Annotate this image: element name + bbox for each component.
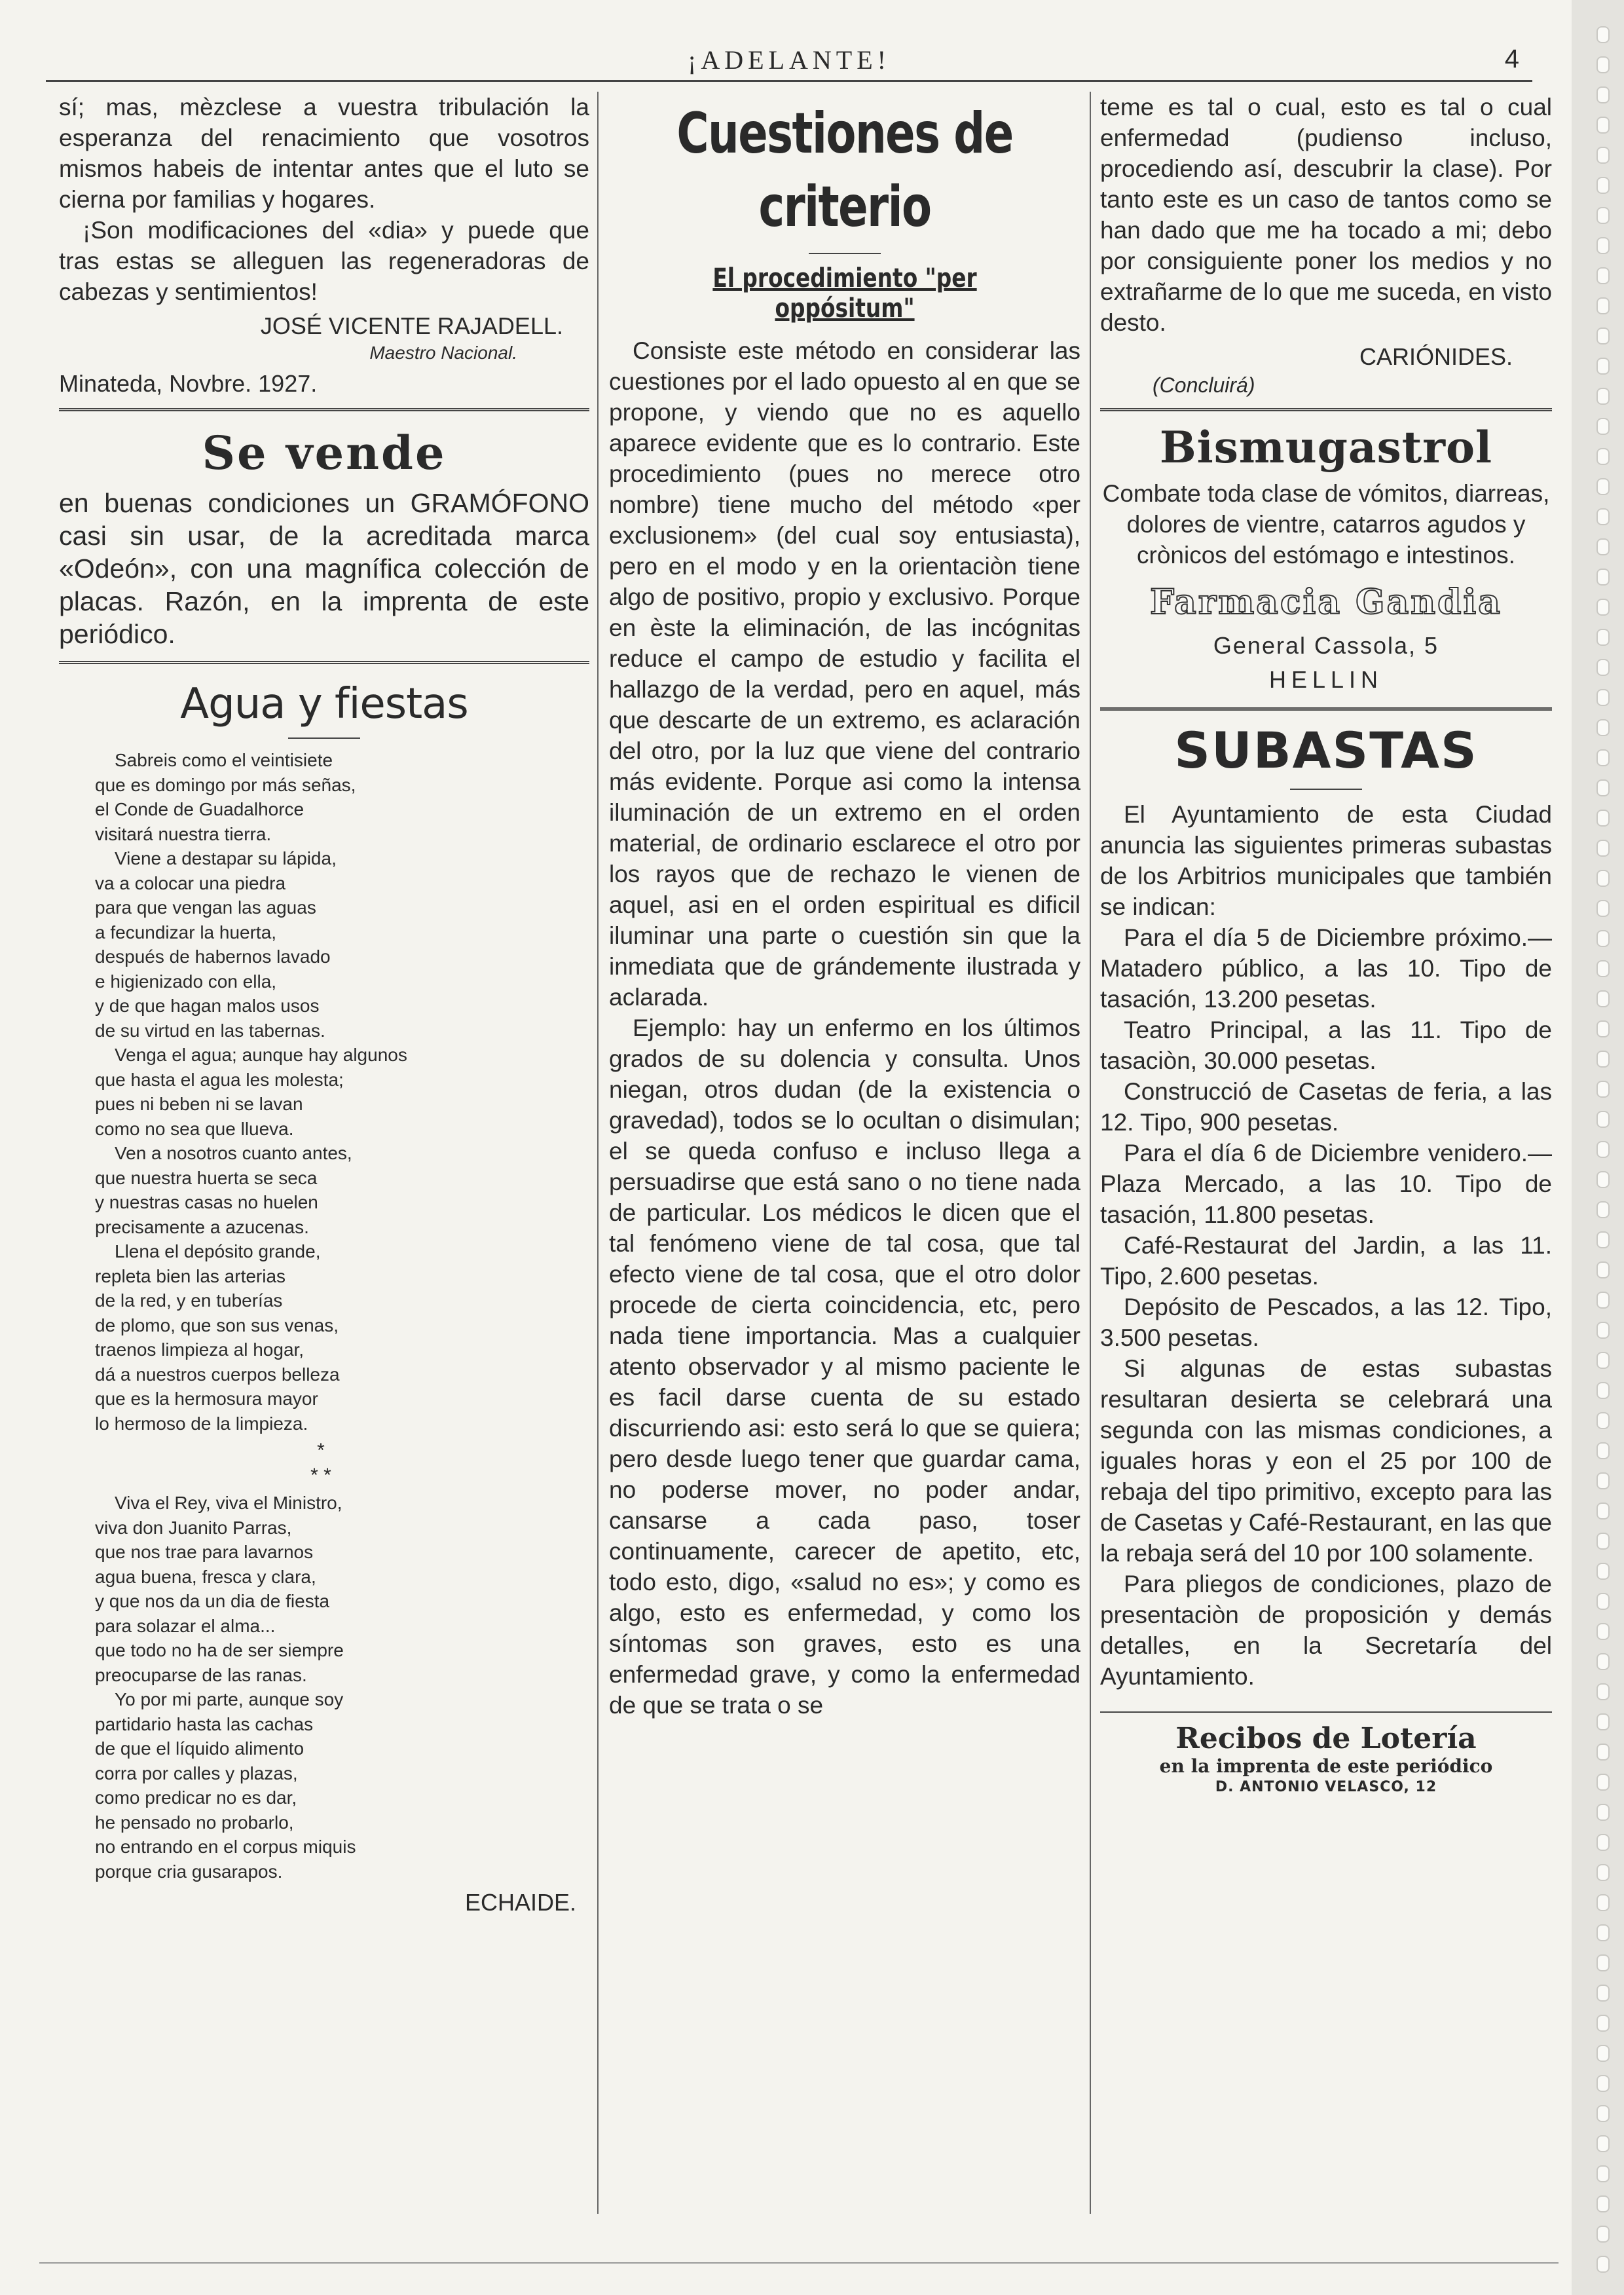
binding-hole [1596,779,1610,796]
binding-hole [1596,207,1610,224]
poem-line: viva don Juanito Parras, [95,1517,292,1538]
binding-hole [1596,1533,1610,1550]
poem-line: que hasta el agua les molesta; [95,1069,344,1090]
binding-hole [1596,1744,1610,1761]
binding-hole [1596,1713,1610,1730]
binding-hole [1596,237,1610,254]
binding-hole [1596,900,1610,917]
article-paragraph: teme es tal o cual, esto es tal o cual enfermedad (pudienso incluso, procediendo así, descubrir la clase). Por tanto este es un caso de tantos como se han dado que me ha tocado a mi; debo por consiguiente poner los medios y no extrañarme de lo que me suceda, en visto desto. [1100,94,1552,336]
binding-hole [1596,267,1610,284]
poem-line: que es la hermosura mayor [95,1389,318,1409]
poem-line: pues ni beben ni se lavan [95,1094,303,1114]
binding-hole [1596,388,1610,405]
binding-hole [1596,1141,1610,1158]
lottery-address: D. ANTONIO VELASCO, 12 [1215,1779,1437,1795]
auction-paragraph: Depósito de Pescados, a las 12. Tipo, 3.500 pesetas. [1100,1294,1552,1351]
auctions-heading: SUBASTAS [1174,721,1478,779]
article-heading: Cuestiones de criterio [676,101,1013,240]
binding-hole [1596,56,1610,73]
binding-hole [1596,1593,1610,1610]
poem-separator-stars: * * * [310,1440,331,1486]
binding-hole [1596,147,1610,164]
page-number: 4 [1504,45,1519,73]
poem-line: que nos trae para lavarnos [95,1542,314,1562]
binding-hole [1596,448,1610,465]
auction-paragraph: Para pliegos de condiciones, plazo de presentaciòn de proposición y demás detalles, en la Secretaría del Ayuntamiento. [1100,1571,1552,1690]
binding-hole [1596,2135,1610,2152]
poem-signature: ECHAIDE. [464,1889,576,1916]
auction-paragraph: Café-Restaurat del Jardin, a las 11. Tipo, 2.600 pesetas. [1100,1232,1552,1290]
article-subheading: El procedimiento "per oppósitum" [712,263,977,324]
binding-hole [1596,870,1610,887]
binding-hole [1596,418,1610,435]
binding-hole [1596,1563,1610,1580]
binding-hole [1596,659,1610,676]
article-paragraph: Consiste este método en considerar las cuestiones por el lado opuesto al en que se propone, y viendo que no es aquello aparece evidente que es lo contrario. Este procedimiento (pues no merece otro nombre) tiene mucho del método «per exclusionem» (del cual soy entusiasta), pero en el modo y en la orientaciòn tiene algo de positivo, propio y exclusivo. Porque en èste la eliminación, de las incógnitas reduce el campo de estudio y facilita el hallazgo de la verdad, pero en aquel, más que descarte de un extremo, es aclaración del otro, por la luz que viene del contrario más evidente. Porque asi como la intensa iluminación de un extremo en el orden material, de ordinario esclarece el otro por los rayos que de rechazo le vienen de aquel, asi en el orden espiritual es dificil iluminar una parte o cuestión sin que la inmediata que de grándemente ilustrada y aclarada. [609,337,1080,1011]
section-rule [1100,1711,1552,1713]
poem-line: agua buena, fresca y clara, [95,1566,316,1587]
binding-hole [1596,1051,1610,1068]
auction-paragraph: Para el día 5 de Diciembre próximo.—Matadero público, a las 10. Tipo de tasación, 13.200 pesetas. [1100,924,1552,1013]
binding-hole [1596,26,1610,43]
binding-hole [1596,1985,1610,2002]
binding-hole [1596,930,1610,947]
binding-hole [1596,2226,1610,2243]
poem-stanza [95,748,547,846]
binding-hole [1596,117,1610,134]
poem-line: que nuestra huerta se seca [95,1167,318,1188]
article-ending [59,92,589,307]
place-date: Minateda, Novbre. 1927. [59,370,318,397]
binding-hole [1596,538,1610,555]
binding-hole [1596,297,1610,314]
for-sale-heading: Se vende [202,426,447,480]
column-divider-1 [597,92,599,2214]
auction-paragraph: Teatro Principal, a las 11. Tipo de tasaciòn, 30.000 pesetas. [1100,1017,1552,1074]
auctions-body [1100,799,1552,1692]
poem-stanza [95,1239,547,1436]
poem-line: de la red, y en tuberías [95,1290,283,1311]
binding-hole [1596,749,1610,766]
article-signature: CARIÓNIDES. [1359,343,1513,370]
poem-line: repleta bien las arterias [95,1265,286,1286]
pharmacy-city: HELLIN [1268,666,1384,693]
for-sale-text: en buenas condiciones un GRAMÓFONO casi sin usar, de la acreditada marca «Odeón», con una magnífica colección de placas. Razón, en la imprenta de este periódico. [59,488,589,649]
concluira-note: (Concluirá) [1153,373,1255,397]
binding-hole [1596,689,1610,706]
pharmacy-street: General Cassola, 5 [1213,632,1439,659]
poem-line: que todo no ha de ser siempre [95,1640,344,1660]
poem-line: como no sea que llueva. [95,1118,294,1139]
auction-paragraph: El Ayuntamiento de esta Ciudad anuncia las siguientes primeras subastas de los Arbitrios municipales que también se indican: [1100,801,1552,920]
section-rule [59,408,589,411]
section-rule [59,661,589,664]
binding-hole [1596,1442,1610,1459]
binding-hole [1596,1352,1610,1369]
poem-line: Llena el depósito grande, [115,1241,321,1261]
poem-line: para solazar el alma... [95,1615,276,1636]
binding-hole [1596,719,1610,736]
binding-hole [1596,2195,1610,2212]
binding-hole [1596,1382,1610,1399]
section-rule [1100,707,1552,711]
poem-line: porque cria gusarapos. [95,1861,283,1882]
binding-hole [1596,327,1610,345]
poem-line: Viene a destapar su lápida, [115,848,337,868]
binding-hole [1596,1653,1610,1670]
binding-hole [1596,1864,1610,1881]
page-header [46,41,1532,80]
binding-hole [1596,1412,1610,1429]
column-2 [609,92,1080,1721]
poem-line: de su virtud en las tabernas. [95,1020,325,1041]
page-bottom-edge [39,2262,1559,2277]
binding-hole [1596,1261,1610,1278]
binding-hole [1596,1322,1610,1339]
bismugastrol-text: Combate toda clase de vómitos, diarreas, dolores de vientre, catarros agudos y crònicos del estómago e intestinos. [1102,480,1550,569]
bismugastrol-heading: Bismugastrol [1159,422,1493,473]
binding-hole [1596,960,1610,977]
binding-hole [1596,177,1610,194]
binding-hole [1596,1623,1610,1640]
article-paragraph: ¡Son modificaciones del «dia» y puede que tras estas se alleguen las regeneradoras de cabezas y sentimientos! [59,217,589,305]
auction-paragraph: Para el día 6 de Diciembre venidero.—Plaza Mercado, a las 10. Tipo de tasación, 11.800 pesetas. [1100,1140,1552,1228]
binding-hole [1596,810,1610,827]
poem [59,748,547,1884]
binding-hole [1596,1020,1610,1037]
poem-line: Venga el agua; aunque hay algunos [115,1045,407,1065]
article-signature: JOSÉ VICENTE RAJADELL. [260,312,563,339]
poem-line: Viva el Rey, viva el Ministro, [115,1493,342,1513]
poem-line: e higienizado con ella, [95,971,277,992]
newspaper-title: ¡ADELANTE! [688,45,891,75]
column-1 [59,92,589,1916]
poem-line: y que nos da un dia de fiesta [95,1591,330,1611]
poem-line: Sabreis como el veintisiete [115,750,333,770]
article-continuation [1100,92,1552,338]
binding-hole [1596,358,1610,375]
poem-line: que es domingo por más señas, [95,774,356,795]
binding-hole [1596,1804,1610,1821]
binding-hole [1596,2105,1610,2122]
binding-hole [1596,629,1610,646]
poem-stanza [95,1141,547,1239]
binding-hole [1596,2075,1610,2092]
column-divider-2 [1090,92,1091,2214]
for-sale-ad [59,487,589,650]
pharmacy-name: Farmacia Gandia [1150,582,1502,622]
poem-stanza [95,846,547,1043]
poem-line: y nuestras casas no huelen [95,1192,318,1212]
article-paragraph: Ejemplo: hay un enfermo en los últimos grados de su dolencia y consulta. Unos niegan, otros dudan (de la existencia o gravedad), todos se lo ocultan o disimulan; el se queda confuso e incluso llega a persuadirse que está sano o no tiene nada de particular. Los médicos le dicen que el tal fenómeno viene de tal cosa, que tal efecto viene de tal cosa, que el otro dolor procede de cierta coincidencia, etc, pero nada tiene importancia. Mas a cualquier atento observador y al mismo paciente le es facil darse cuenta de su estado discurriendo asi: esto será lo que se quiera; pero desde luego tener que guardar cama, no poderse mover, no poder andar, cansarse a cada paso, toser continuamente, carecer de apetito, etc, todo esto, digo, «salud no es»; y como es algo, esto es enfermedad, y como los síntomas son graves, esto es una enfermedad grave, y como la enfermedad de que se trata o se [609,1015,1080,1719]
poem-line: el Conde de Guadalhorce [95,799,304,819]
auction-paragraph: Si algunas de estas subastas resultaran desierta se celebrará una segunda con las mismas condiciones, a iguales horas y eon el 25 por 100 de rebaja del tipo primitivo, excepto para las de Casetas y Café-Restaurant, en las que la rebaja será del 10 por 100 solamente. [1100,1355,1552,1567]
poem-stanza [95,1043,547,1141]
poem-heading: Agua y fiestas [180,680,468,728]
poem-line: como predicar no es dar, [95,1787,297,1808]
binding-hole [1596,1894,1610,1911]
binding-hole [1596,508,1610,525]
heading-dash [809,253,881,254]
poem-line: a fecundizar la huerta, [95,922,277,942]
poem-line: de que el líquido alimento [95,1738,304,1759]
poem-line: después de habernos lavado [95,946,331,967]
binding-hole [1596,2045,1610,2062]
binding-hole [1596,1924,1610,1941]
poem-line: traenos limpieza al hogar, [95,1339,304,1360]
binding-hole [1596,2015,1610,2032]
binding-hole [1596,2165,1610,2182]
binding-hole [1596,1081,1610,1098]
binding-hole [1596,478,1610,495]
article-paragraph: sí; mas, mèzclese a vuestra tribulación la esperanza del renacimiento que vosotros mismos habeis de intentar antes que el luto se cierna por familias y hogares. [59,94,589,213]
heading-dash [288,737,360,739]
header-rule [46,80,1532,82]
poem-line: visitará nuestra tierra. [95,823,272,844]
lottery-heading: Recibos de Lotería [1175,1722,1477,1755]
binding-hole [1596,1834,1610,1851]
poem-line: va a colocar una piedra [95,872,286,893]
binding-hole [1596,990,1610,1007]
column-3 [1100,92,1552,1797]
binding-hole [1596,86,1610,103]
poem-line: precisamente a azucenas. [95,1216,309,1237]
poem-line: para que vengan las aguas [95,897,316,918]
binding-hole [1596,569,1610,586]
binding-hole [1596,1954,1610,1971]
poem-line: y de que hagan malos usos [95,996,320,1016]
auction-paragraph: Construcció de Casetas de feria, a las 12. Tipo, 900 pesetas. [1100,1078,1552,1136]
binding-hole [1596,1683,1610,1700]
poem-line: Yo por mi parte, aunque soy [115,1689,344,1709]
binding-hole [1596,1502,1610,1520]
binding-hole [1596,1774,1610,1791]
poem-line: partidario hasta las cachas [95,1713,314,1734]
signature-title: Maestro Nacional. [369,343,517,363]
binding-hole [1596,1472,1610,1489]
heading-dash [1290,789,1362,790]
binding-hole [1596,1171,1610,1188]
poem-stanza [95,1491,547,1687]
binding-hole [1596,1201,1610,1218]
binding-hole [1596,840,1610,857]
section-rule [1100,408,1552,411]
poem-stanza [95,1687,547,1884]
poem-line: corra por calles y plazas, [95,1763,298,1783]
binding-hole [1596,1111,1610,1128]
poem-line: lo hermoso de la limpieza. [95,1413,308,1434]
poem-line: no entrando en el corpus miquis [95,1837,356,1857]
binding-hole [1596,1292,1610,1309]
lottery-subtext: en la imprenta de este periódico [1159,1755,1493,1777]
binding-hole [1596,599,1610,616]
poem-line: de plomo, que son sus venas, [95,1315,339,1335]
poem-line: dá a nuestros cuerpos belleza [95,1364,340,1385]
poem-line: preocuparse de las ranas. [95,1664,307,1685]
binding-hole [1596,1231,1610,1248]
poem-line: Ven a nosotros cuanto antes, [115,1143,352,1163]
poem-line: he pensado no probarlo, [95,1812,294,1833]
article-body [609,335,1080,1721]
binding-hole [1596,2256,1610,2273]
